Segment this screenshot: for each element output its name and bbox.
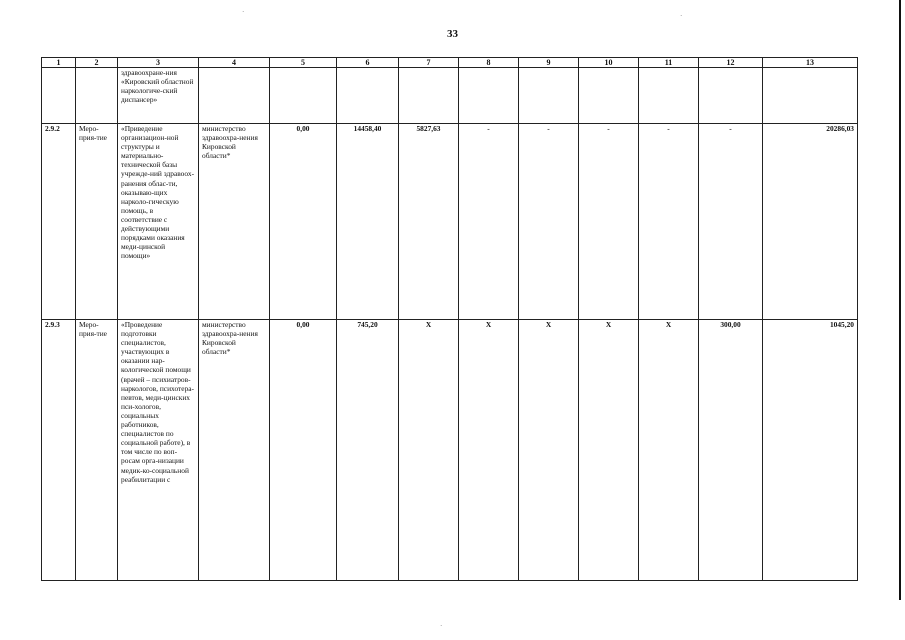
row-name: «Приведение организацион-ной структуры и материально-технической базы учрежде-ний здравоох-ранения облас-ти, оказываю-щих нарколо-гическую помощь, в соответствие с действующими порядками оказания меди-цинской помощи» xyxy=(118,124,199,320)
total-cell: 20286,03 xyxy=(763,124,858,320)
value-cell: - xyxy=(459,124,519,320)
budget-table xyxy=(41,57,858,581)
value-cell: X xyxy=(459,320,519,581)
column-number: 3 xyxy=(118,58,199,68)
column-number: 8 xyxy=(459,58,519,68)
row-code: 2.9.3 xyxy=(42,320,76,581)
value-cell xyxy=(579,68,639,124)
value-cell: X xyxy=(579,320,639,581)
value-cell xyxy=(639,68,699,124)
page-edge-rule xyxy=(899,0,901,600)
row-name: здравоохране-ния «Кировский областной наркологиче-ский диспансер» xyxy=(118,68,199,124)
row-type: Меро-прия-тие xyxy=(76,124,118,320)
row-executor: министерство здравоохра-нения Кировской области* xyxy=(199,320,270,581)
column-number: 10 xyxy=(579,58,639,68)
column-number: 12 xyxy=(699,58,763,68)
column-number-row xyxy=(42,58,858,68)
value-cell: - xyxy=(639,124,699,320)
column-number: 13 xyxy=(763,58,858,68)
value-cell xyxy=(459,68,519,124)
value-cell: - xyxy=(519,124,579,320)
scan-dust-mark: · xyxy=(680,12,683,20)
total-cell: 1045,20 xyxy=(763,320,858,581)
table-row xyxy=(42,124,858,320)
scan-dust-mark: · xyxy=(440,622,443,630)
value-cell: X xyxy=(639,320,699,581)
page-number: 33 xyxy=(447,28,458,40)
value-cell xyxy=(519,68,579,124)
table-row xyxy=(42,68,858,124)
column-number: 7 xyxy=(399,58,459,68)
value-cell xyxy=(270,68,337,124)
column-number: 1 xyxy=(42,58,76,68)
column-number: 2 xyxy=(76,58,118,68)
value-cell xyxy=(699,68,763,124)
column-number: 9 xyxy=(519,58,579,68)
row-code: 2.9.2 xyxy=(42,124,76,320)
value-cell: 5827,63 xyxy=(399,124,459,320)
value-cell xyxy=(337,68,399,124)
value-cell: 300,00 xyxy=(699,320,763,581)
row-executor xyxy=(199,68,270,124)
value-cell: X xyxy=(399,320,459,581)
total-cell xyxy=(763,68,858,124)
value-cell: 0,00 xyxy=(270,124,337,320)
value-cell: X xyxy=(519,320,579,581)
column-number: 4 xyxy=(199,58,270,68)
value-cell: - xyxy=(579,124,639,320)
value-cell: 14458,40 xyxy=(337,124,399,320)
column-number: 5 xyxy=(270,58,337,68)
row-name: «Проведение подготовки специалистов, участвующих в оказании нар-кологической помощи (врачей – психиатров-наркологов, психотера-певтов, меди-цинских пси-хологов, социальных работников, специалистов по социальной работе), в том числе по воп-росам орга-низации медик-ко-социальной реабилитации с xyxy=(118,320,199,581)
value-cell: - xyxy=(699,124,763,320)
column-number: 6 xyxy=(337,58,399,68)
row-code xyxy=(42,68,76,124)
table-row xyxy=(42,320,858,581)
row-executor: министерство здравоохра-нения Кировской области* xyxy=(199,124,270,320)
row-type xyxy=(76,68,118,124)
value-cell xyxy=(399,68,459,124)
row-type: Меро-прия-тие xyxy=(76,320,118,581)
value-cell: 0,00 xyxy=(270,320,337,581)
value-cell: 745,20 xyxy=(337,320,399,581)
scan-dust-mark: · xyxy=(242,8,245,16)
column-number: 11 xyxy=(639,58,699,68)
